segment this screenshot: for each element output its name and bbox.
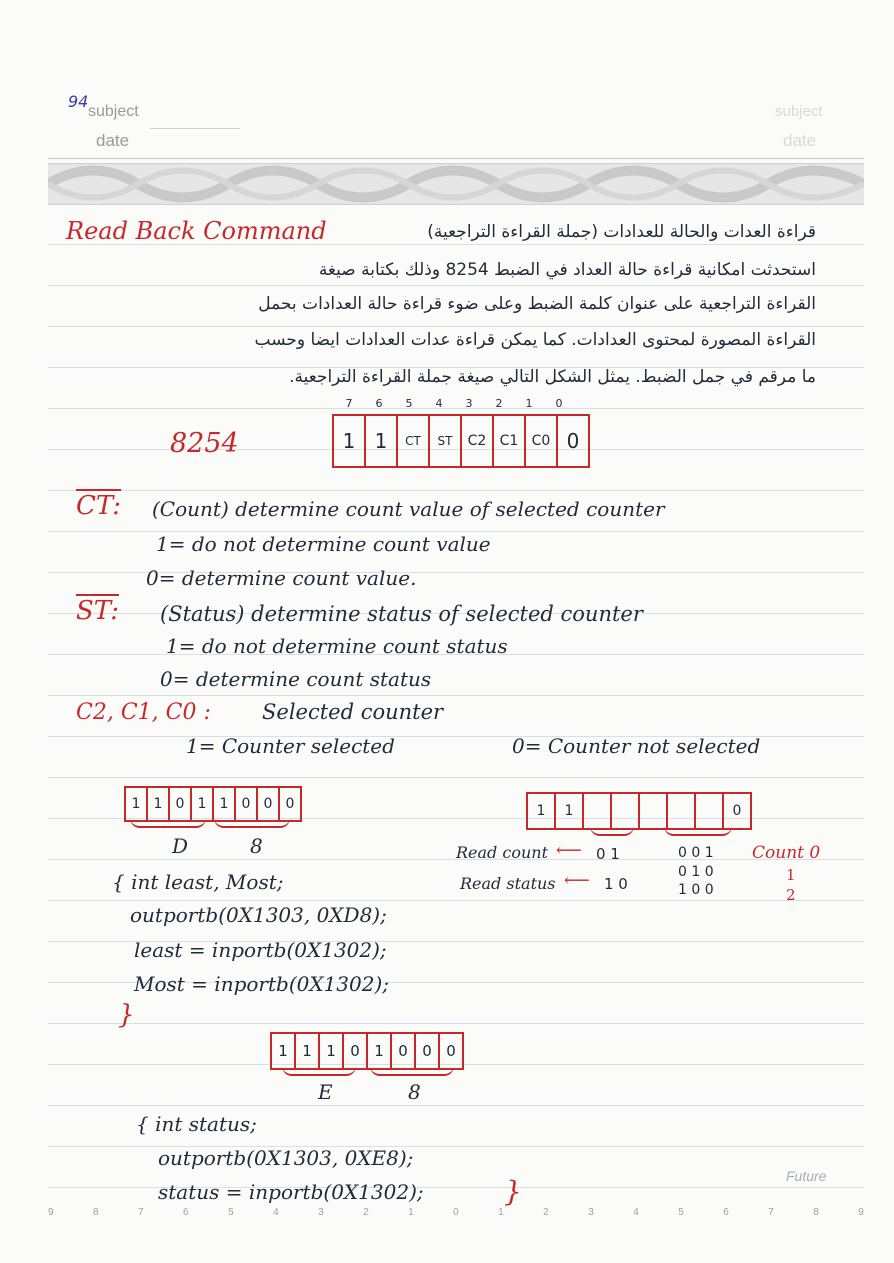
ruled-line xyxy=(48,900,864,901)
example1-hex-high: D xyxy=(172,834,189,858)
example1-bit: 1 xyxy=(148,788,170,820)
code2-line: status = inportb(0X1302); xyxy=(158,1180,424,1204)
arabic-line-2: القراءة التراجعية على عنوان كلمة الضبط وعلى ضوء قراءة حالة العدادات بحمل xyxy=(258,294,816,314)
decorative-band xyxy=(48,163,864,205)
example2-bit: 1 xyxy=(296,1034,320,1068)
ct-desc: (Count) determine count value of selected counter xyxy=(152,497,665,521)
format-bit: C0 xyxy=(526,416,558,466)
ruler-tick: 8 xyxy=(93,1207,99,1218)
format-bit: ST xyxy=(430,416,462,466)
example1-bit: 1 xyxy=(214,788,236,820)
nibble-brace xyxy=(282,1066,356,1076)
st-zero: 0= determine count status xyxy=(160,667,432,691)
example1-bit: 1 xyxy=(192,788,214,820)
example2-hex-high: E xyxy=(318,1080,333,1104)
nibble-brace xyxy=(130,818,206,828)
format-bit: C2 xyxy=(462,416,494,466)
brand-logo: Future xyxy=(786,1168,827,1184)
ruler-tick: 8 xyxy=(813,1207,819,1218)
ct-one: 1= do not determine count value xyxy=(156,532,491,556)
ruler-tick: 5 xyxy=(228,1207,234,1218)
bit-number: 1 xyxy=(525,397,533,410)
example2-bit: 0 xyxy=(344,1034,368,1068)
ruler-tick: 6 xyxy=(183,1207,189,1218)
bit-numbers xyxy=(334,397,574,410)
nibble-brace xyxy=(370,1066,454,1076)
example1-bit: 0 xyxy=(285,796,295,812)
ruler-tick: 6 xyxy=(723,1207,729,1218)
arabic-line-4: ما مرقم في جمل الضبط. يمثل الشكل التالي صيغة جملة القراءة التراجعية. xyxy=(289,367,816,387)
ruler-tick: 3 xyxy=(588,1207,594,1218)
ghost-subject: subject xyxy=(775,103,823,120)
st-desc: (Status) determine status of selected counter xyxy=(160,602,643,626)
read-count-bits: 0 1 xyxy=(596,845,620,863)
right-register xyxy=(526,792,752,830)
ruler-tick: 2 xyxy=(543,1207,549,1218)
header-line xyxy=(48,158,864,159)
ruler-tick: 4 xyxy=(633,1207,639,1218)
format-bit: 1 xyxy=(366,416,398,466)
ct-label: CT: xyxy=(76,491,122,521)
ruler-tick: 7 xyxy=(138,1207,144,1218)
title-english: Read Back Command xyxy=(66,217,327,245)
format-bit: CT xyxy=(398,416,430,466)
bit-number: 6 xyxy=(375,397,383,410)
bit-number: 3 xyxy=(465,397,473,410)
code1-line: Most = inportb(0X1302); xyxy=(134,972,390,996)
code1-line: outportb(0X1303, 0XD8); xyxy=(130,903,387,927)
format-bit: 1 xyxy=(334,416,366,466)
example2-hex-low: 8 xyxy=(408,1080,421,1104)
bit-number: 4 xyxy=(435,397,443,410)
arrow-icon: ⟵ xyxy=(564,870,590,891)
arrow-icon: ⟵ xyxy=(556,840,582,861)
arabic-line-1: استحدثت امكانية قراءة حالة العداد في الضبط 8254 وذلك بكتابة صيغة xyxy=(318,260,816,280)
st-one: 1= do not determine count status xyxy=(166,634,508,658)
page-number: 94 xyxy=(68,92,89,111)
title-arabic: قراءة العدات والحالة للعدادات (جملة القراءة التراجعية) xyxy=(427,222,816,242)
right-bit xyxy=(696,794,724,828)
ruler-tick: 1 xyxy=(408,1207,414,1218)
example1-bit: 0 xyxy=(236,788,258,820)
ruled-line xyxy=(48,285,864,286)
example2-bit: 1 xyxy=(368,1034,392,1068)
right-bit: 0 xyxy=(732,803,742,819)
right-bit xyxy=(668,794,696,828)
right-bit xyxy=(612,794,640,828)
read-status-label: Read status xyxy=(460,874,556,893)
code1-line: { int least, Most; xyxy=(112,870,284,894)
code2-close: } xyxy=(504,1175,522,1208)
ruler-tick: 3 xyxy=(318,1207,324,1218)
nibble-brace xyxy=(214,818,290,828)
format-chip-label: 8254 xyxy=(170,428,239,459)
example2-bit: 0 xyxy=(392,1034,416,1068)
right-bit xyxy=(640,794,668,828)
counter-value: 1 xyxy=(786,866,796,884)
bit-number: 2 xyxy=(495,397,503,410)
st-label: ST: xyxy=(76,596,119,626)
ruler-tick: 2 xyxy=(363,1207,369,1218)
counter-code: 0 0 1 xyxy=(678,845,714,861)
counter-label: Count 0 xyxy=(752,843,821,863)
bit-number: 0 xyxy=(555,397,563,410)
subject-line xyxy=(150,128,240,129)
subject-label: subject xyxy=(88,103,139,120)
csel-zero: 0= Counter not selected xyxy=(512,734,761,758)
example2-bit: 0 xyxy=(446,1042,456,1060)
format-bit: C1 xyxy=(494,416,526,466)
ruled-line xyxy=(48,695,864,696)
ruler-tick: 7 xyxy=(768,1207,774,1218)
example1-bit: 1 xyxy=(126,788,148,820)
ruler-tick: 9 xyxy=(48,1207,54,1218)
counter-code: 1 0 0 xyxy=(678,882,714,898)
example2-bit: 1 xyxy=(272,1034,296,1068)
example1-register xyxy=(124,786,302,822)
ruler-tick: 4 xyxy=(273,1207,279,1218)
format-bit: 0 xyxy=(566,429,580,453)
read-count-label: Read count xyxy=(456,843,549,862)
code1-close: } xyxy=(118,1000,135,1030)
ruler-tick: 9 xyxy=(858,1207,864,1218)
ruler-tick: 0 xyxy=(453,1207,459,1218)
bit-number: 5 xyxy=(405,397,413,410)
format-register xyxy=(332,414,590,468)
example2-register xyxy=(270,1032,464,1070)
code1-line: least = inportb(0X1302); xyxy=(134,938,387,962)
ruled-line xyxy=(48,1023,864,1024)
ruler-tick: 5 xyxy=(678,1207,684,1218)
example1-bit: 0 xyxy=(170,788,192,820)
date-label: date xyxy=(96,131,130,150)
right-bit: 1 xyxy=(556,794,584,828)
bit-number: 7 xyxy=(345,397,353,410)
ruled-line xyxy=(48,490,864,491)
ruled-line xyxy=(48,1105,864,1106)
example1-hex-low: 8 xyxy=(250,834,263,858)
csel-one: 1= Counter selected xyxy=(186,734,395,758)
ruled-line xyxy=(48,777,864,778)
example2-bit: 1 xyxy=(320,1034,344,1068)
ruler-tick: 1 xyxy=(498,1207,504,1218)
code2-line: outportb(0X1303, 0XE8); xyxy=(158,1146,414,1170)
right-bit xyxy=(584,794,612,828)
ruled-line xyxy=(48,326,864,327)
field-brace xyxy=(664,826,732,836)
counter-value: 2 xyxy=(786,886,796,904)
csel-label: C2, C1, C0 : xyxy=(76,700,211,725)
example2-bit: 0 xyxy=(416,1034,440,1068)
field-brace xyxy=(590,826,634,836)
counter-code: 0 1 0 xyxy=(678,864,714,880)
bottom-ruler xyxy=(48,1207,864,1218)
arabic-line-3: القراءة المصورة لمحتوى العدادات. كما يمكن قراءة عدات العدادات ايضا وحسب xyxy=(254,330,816,350)
ct-zero: 0= determine count value. xyxy=(146,566,417,590)
ghost-date: date xyxy=(783,131,817,150)
read-status-bits: 1 0 xyxy=(604,875,628,893)
right-bit: 1 xyxy=(528,794,556,828)
code2-line: { int status; xyxy=(136,1112,257,1136)
csel-desc: Selected counter xyxy=(262,700,444,724)
example1-bit: 0 xyxy=(258,788,280,820)
